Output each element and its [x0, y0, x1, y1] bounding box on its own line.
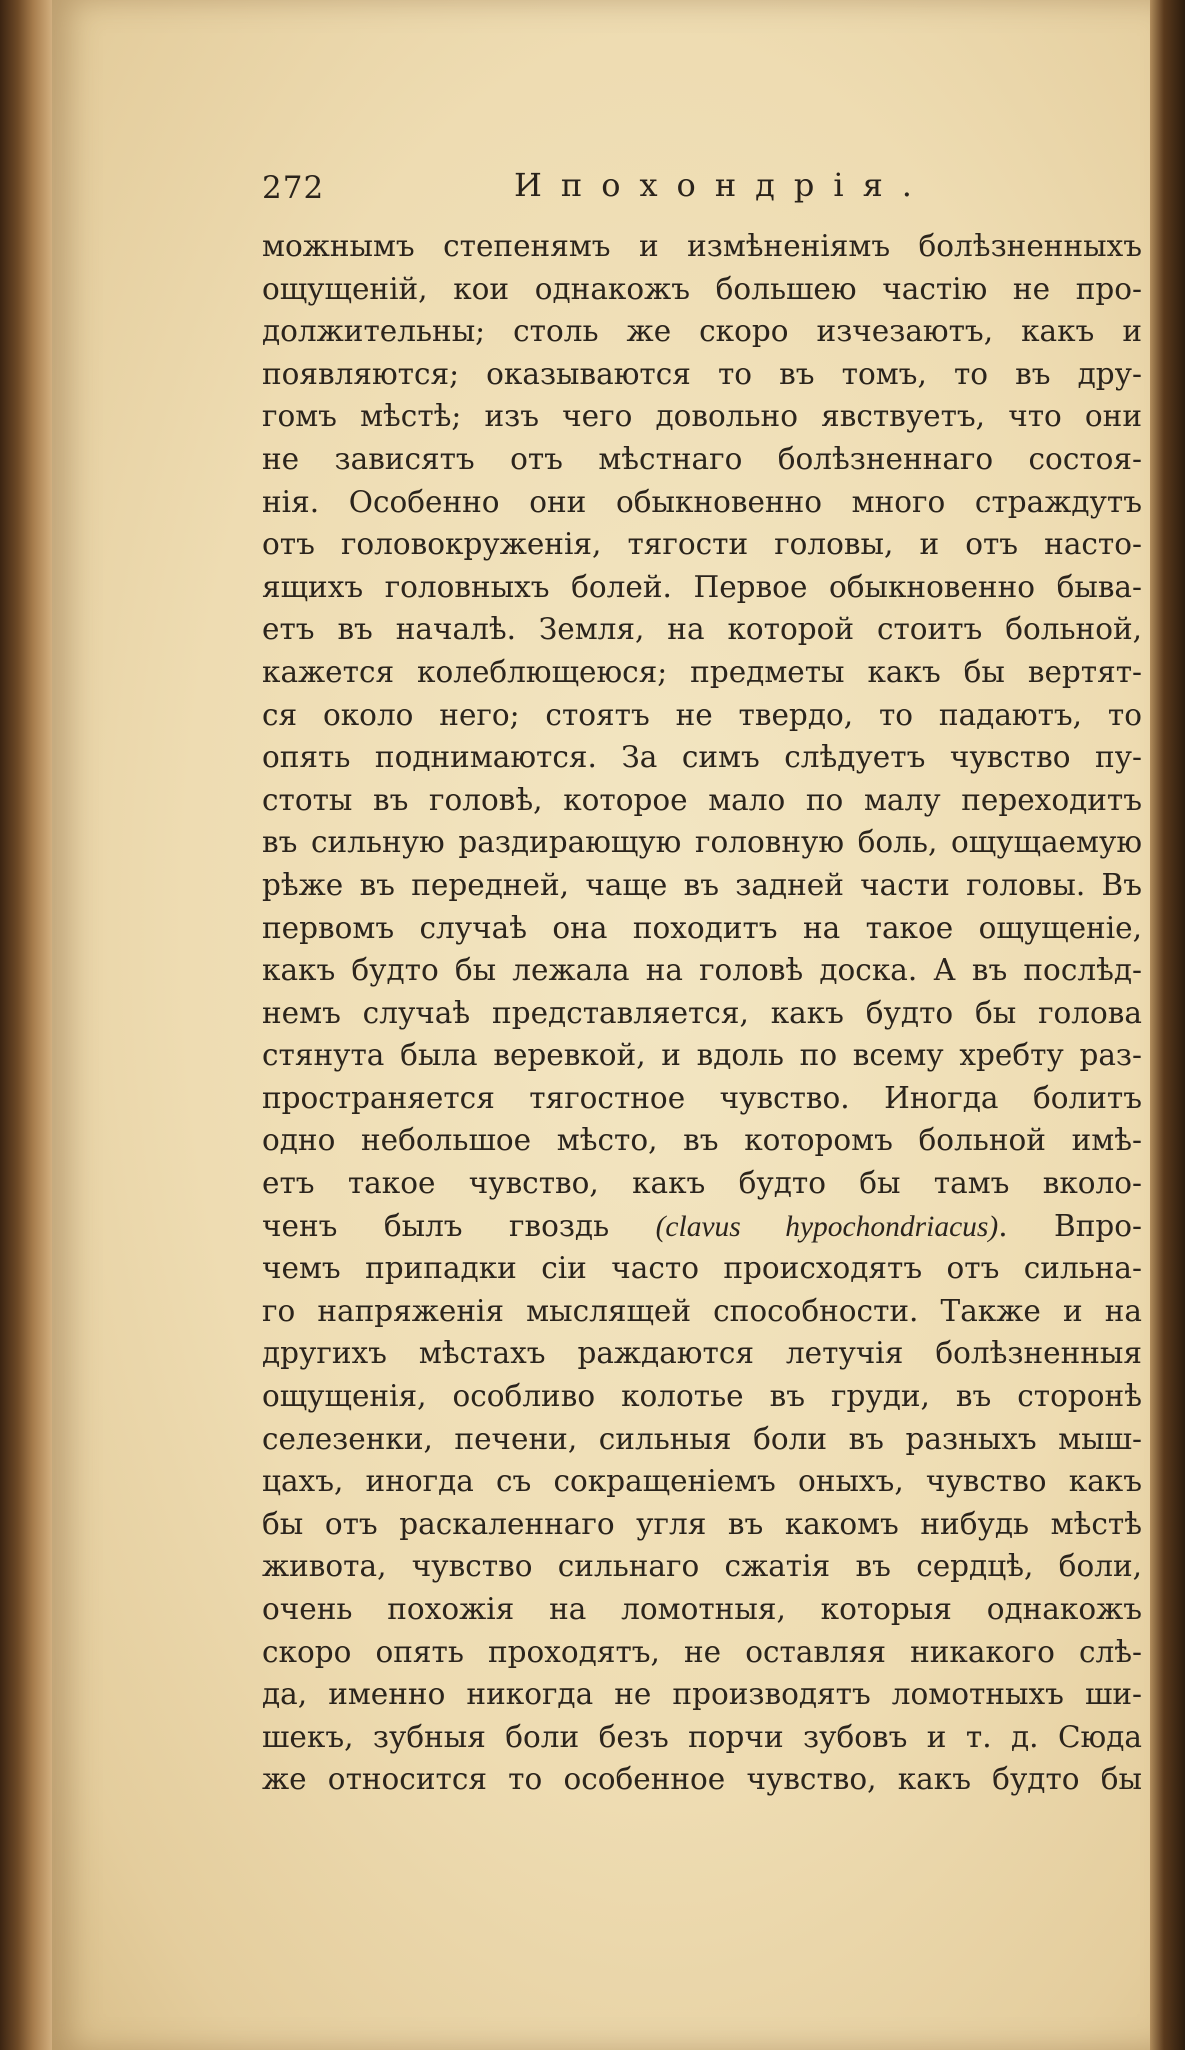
text-line: ощущенія, особливо колотье въ груди, въ сторонѣ: [262, 1379, 1142, 1414]
text-line: ощущеній, кои однакожъ большею частію не про-: [262, 271, 1142, 306]
text-line: [262, 1205, 1142, 1248]
text-line: должительны; столь же скоро изчезаютъ, какъ и: [262, 314, 1142, 349]
latin-term: (clavus hypochondriacus): [655, 1210, 999, 1243]
text-line-segment: . Впро-: [998, 1208, 1142, 1243]
body-text: [262, 225, 1142, 1801]
text-line: гомъ мѣстѣ; изъ чего довольно явствуетъ, что они: [262, 399, 1142, 434]
text-line: рѣже въ передней, чаще въ задней части головы. Въ: [262, 867, 1142, 902]
text-line: кажется колеблющеюся; предметы какъ бы вертят-: [262, 654, 1142, 689]
running-title: Ипохондрія.: [514, 166, 931, 204]
text-line: очень похожія на ломотныя, которыя однакожъ: [262, 1592, 1142, 1626]
text-line: одно небольшое мѣсто, въ которомъ больной имѣ-: [262, 1123, 1142, 1158]
text-line: можнымъ степенямъ и измѣненіямъ болѣзненныхъ: [262, 229, 1142, 263]
text-line: нія. Особенно они обыкновенно много страждутъ: [262, 484, 1142, 519]
text-line: стянута была веревкой, и вдоль по всему хребту раз-: [262, 1038, 1142, 1073]
text-line: первомъ случаѣ она походитъ на такое ощущеніе,: [262, 910, 1142, 945]
text-line: же относится то особенное чувство, какъ будто бы: [262, 1762, 1142, 1797]
page-right-edge: [1150, 0, 1185, 2050]
text-line: скоро опять проходятъ, не оставляя никакого слѣ-: [262, 1634, 1142, 1669]
text-line: селезенки, печени, сильныя боли въ разныхъ мыш-: [262, 1421, 1142, 1456]
text-line: пространяется тягостное чувство. Иногда болитъ: [262, 1080, 1142, 1115]
text-line: ся около него; стоятъ не твердо, то падаютъ, то: [262, 697, 1142, 732]
text-line: етъ такое чувство, какъ будто бы тамъ вколо-: [262, 1166, 1142, 1201]
text-line: живота, чувство сильнаго сжатія въ сердцѣ, боли,: [262, 1549, 1142, 1584]
text-line: не зависятъ отъ мѣстнаго болѣзненнаго состоя-: [262, 441, 1142, 476]
text-line: въ сильную раздирающую головную боль, ощущаемую: [262, 825, 1142, 860]
book-spine: [0, 0, 60, 2050]
running-head: [262, 162, 931, 212]
text-line: да, именно никогда не производятъ ломотныхъ ши-: [262, 1677, 1142, 1712]
text-line: ящихъ головныхъ болей. Первое обыкновенно быва-: [262, 569, 1142, 604]
text-line: го напряженія мыслящей способности. Также и на: [262, 1293, 1142, 1328]
text-line: немъ случаѣ представляется, какъ будто бы голова: [262, 995, 1142, 1030]
text-line: етъ въ началѣ. Земля, на которой стоитъ больной,: [262, 612, 1142, 647]
text-line: стоты въ головѣ, которое мало по малу переходитъ: [262, 782, 1142, 817]
text-line: другихъ мѣстахъ раждаются летучія болѣзненныя: [262, 1336, 1142, 1371]
text-line: отъ головокруженія, тягости головы, и отъ насто-: [262, 527, 1142, 562]
text-line: бы отъ раскаленнаго угля въ какомъ нибудь мѣстѣ: [262, 1506, 1142, 1541]
text-line: опять поднимаются. За симъ слѣдуетъ чувство пу-: [262, 740, 1142, 775]
text-line: чемъ припадки сіи часто происходятъ отъ сильна-: [262, 1251, 1142, 1286]
text-line: появляются; оказываются то въ томъ, то въ дру-: [262, 356, 1142, 391]
text-line: цахъ, иногда съ сокращеніемъ оныхъ, чувство какъ: [262, 1464, 1142, 1499]
page-number: 272: [262, 170, 325, 206]
text-line: шекъ, зубныя боли безъ порчи зубовъ и т. д. Сюда: [262, 1719, 1142, 1754]
text-line: какъ будто бы лежала на головѣ доска. А въ послѣд-: [262, 953, 1142, 988]
text-line-segment: ченъ былъ гвоздь: [262, 1208, 656, 1243]
